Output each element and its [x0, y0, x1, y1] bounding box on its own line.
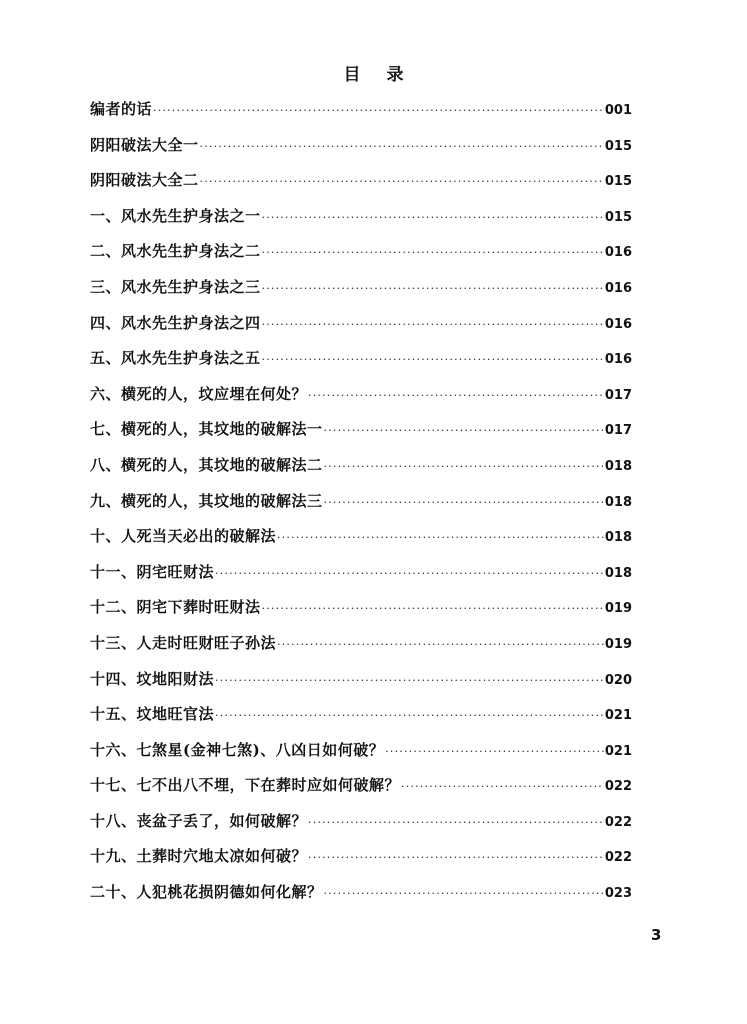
- dot-leader: [262, 342, 604, 378]
- toc-entry[interactable]: [90, 626, 632, 662]
- toc-entry[interactable]: [90, 199, 632, 235]
- toc-entry-label: 十七、七不出八不埋，下在葬时应如何破解？: [90, 776, 401, 795]
- toc-entry-page: 019: [604, 601, 632, 617]
- dot-leader: [262, 200, 604, 236]
- dot-leader: [215, 698, 604, 734]
- toc-entry-label: 十六、七煞星(金神七煞)、八凶日如何破？: [90, 740, 385, 759]
- toc-entry-label: 八、横死的人，其坟地的破解法二: [90, 455, 323, 474]
- toc-entry-page: 015: [604, 138, 632, 154]
- toc-entry-label: 阴阳破法大全一: [90, 135, 199, 154]
- toc-entry-page: 016: [604, 352, 632, 368]
- toc-entry-page: 015: [604, 209, 632, 225]
- toc-entry[interactable]: [90, 341, 632, 377]
- toc-entry-page: 018: [604, 565, 632, 581]
- toc-entry-page: 016: [604, 280, 632, 296]
- toc-entry-label: 十三、人走时旺财旺子孙法: [90, 633, 277, 652]
- toc-entry-page: 018: [604, 494, 632, 510]
- dot-leader: [324, 413, 604, 449]
- page-number: 3: [651, 926, 662, 944]
- toc-entry-label: 十一、阴宅旺财法: [90, 562, 215, 581]
- dot-leader: [277, 520, 604, 556]
- dot-leader: [262, 271, 604, 307]
- toc-entry[interactable]: [90, 768, 632, 804]
- toc-entry-label: 五、风水先生护身法之五: [90, 349, 261, 368]
- dot-leader: [215, 556, 604, 592]
- toc-entry-label: 九、横死的人，其坟地的破解法三: [90, 491, 323, 510]
- dot-leader: [385, 734, 604, 770]
- dot-leader: [200, 164, 604, 200]
- toc-entry[interactable]: [90, 484, 632, 520]
- toc-entry-page: 022: [604, 850, 632, 866]
- dot-leader: [324, 485, 604, 521]
- toc-entry-label: 十二、阴宅下葬时旺财法: [90, 598, 261, 617]
- toc-entry-page: 016: [604, 316, 632, 332]
- toc-entry[interactable]: [90, 662, 632, 698]
- toc-entry[interactable]: [90, 412, 632, 448]
- toc-entry-page: 023: [604, 886, 632, 902]
- toc-entry[interactable]: [90, 270, 632, 306]
- dot-leader: [277, 627, 604, 663]
- toc-entry-label: 二、风水先生护身法之二: [90, 242, 261, 261]
- toc-entry-page: 016: [604, 245, 632, 261]
- toc-entry-page: 022: [604, 779, 632, 795]
- dot-leader: [200, 129, 604, 165]
- toc-entry-label: 编者的话: [90, 100, 153, 118]
- dot-leader: [308, 805, 604, 841]
- toc-entry-page: 018: [604, 530, 632, 546]
- toc-entry[interactable]: [90, 555, 632, 591]
- toc-entry[interactable]: [90, 519, 632, 555]
- toc-entry-label: 十四、坟地阳财法: [90, 669, 215, 688]
- toc-entry-label: 二十、人犯桃花损阴德如何化解？: [90, 883, 323, 902]
- toc-entry[interactable]: [90, 875, 632, 911]
- toc-entry-page: 015: [604, 174, 632, 190]
- toc-entry-page: 018: [604, 458, 632, 474]
- toc-entry-page: 017: [604, 423, 632, 439]
- dot-leader: [215, 663, 604, 699]
- dot-leader: [308, 378, 604, 414]
- dot-leader: [401, 769, 604, 805]
- toc-entry-label: 十、人死当天必出的破解法: [90, 527, 277, 546]
- dot-leader: [262, 235, 604, 271]
- toc-entry-page: 020: [604, 672, 632, 688]
- toc-entry-label: 十五、坟地旺官法: [90, 705, 215, 724]
- toc-entry[interactable]: [90, 733, 632, 769]
- toc-entry-page: 001: [604, 103, 632, 118]
- toc-entry-label: 一、风水先生护身法之一: [90, 206, 261, 225]
- dot-leader: [262, 591, 604, 627]
- toc-entry-page: 021: [604, 708, 632, 724]
- toc-entry[interactable]: [90, 448, 632, 484]
- toc-entry-label: 七、横死的人，其坟地的破解法一: [90, 420, 323, 439]
- dot-leader: [153, 93, 604, 129]
- toc-entry-label: 四、风水先生护身法之四: [90, 313, 261, 332]
- page-title: 目 录: [343, 65, 414, 85]
- toc-entry-label: 阴阳破法大全二: [90, 171, 199, 190]
- toc-entry-label: 三、风水先生护身法之三: [90, 277, 261, 296]
- dot-leader: [324, 449, 604, 485]
- toc-entry[interactable]: [90, 92, 632, 128]
- toc-entry[interactable]: [90, 234, 632, 270]
- toc-entry-label: 十九、土葬时穴地太凉如何破？: [90, 847, 308, 866]
- toc-entry[interactable]: [90, 590, 632, 626]
- toc-entry[interactable]: [90, 128, 632, 164]
- toc-entry[interactable]: [90, 839, 632, 875]
- toc-entry[interactable]: [90, 377, 632, 413]
- toc-entry-page: 017: [604, 387, 632, 403]
- toc-entry[interactable]: [90, 163, 632, 199]
- toc-entry[interactable]: [90, 804, 632, 840]
- toc-entry[interactable]: [90, 697, 632, 733]
- toc-entry-page: 019: [604, 636, 632, 652]
- dot-leader: [262, 307, 604, 343]
- table-of-contents: [90, 92, 632, 911]
- toc-entry-label: 十八、丧盆子丢了，如何破解？: [90, 811, 308, 830]
- toc-entry-page: 021: [604, 743, 632, 759]
- toc-entry-label: 六、横死的人，坟应埋在何处？: [90, 384, 308, 403]
- toc-entry[interactable]: [90, 306, 632, 342]
- dot-leader: [324, 876, 604, 912]
- dot-leader: [308, 840, 604, 876]
- toc-entry-page: 022: [604, 814, 632, 830]
